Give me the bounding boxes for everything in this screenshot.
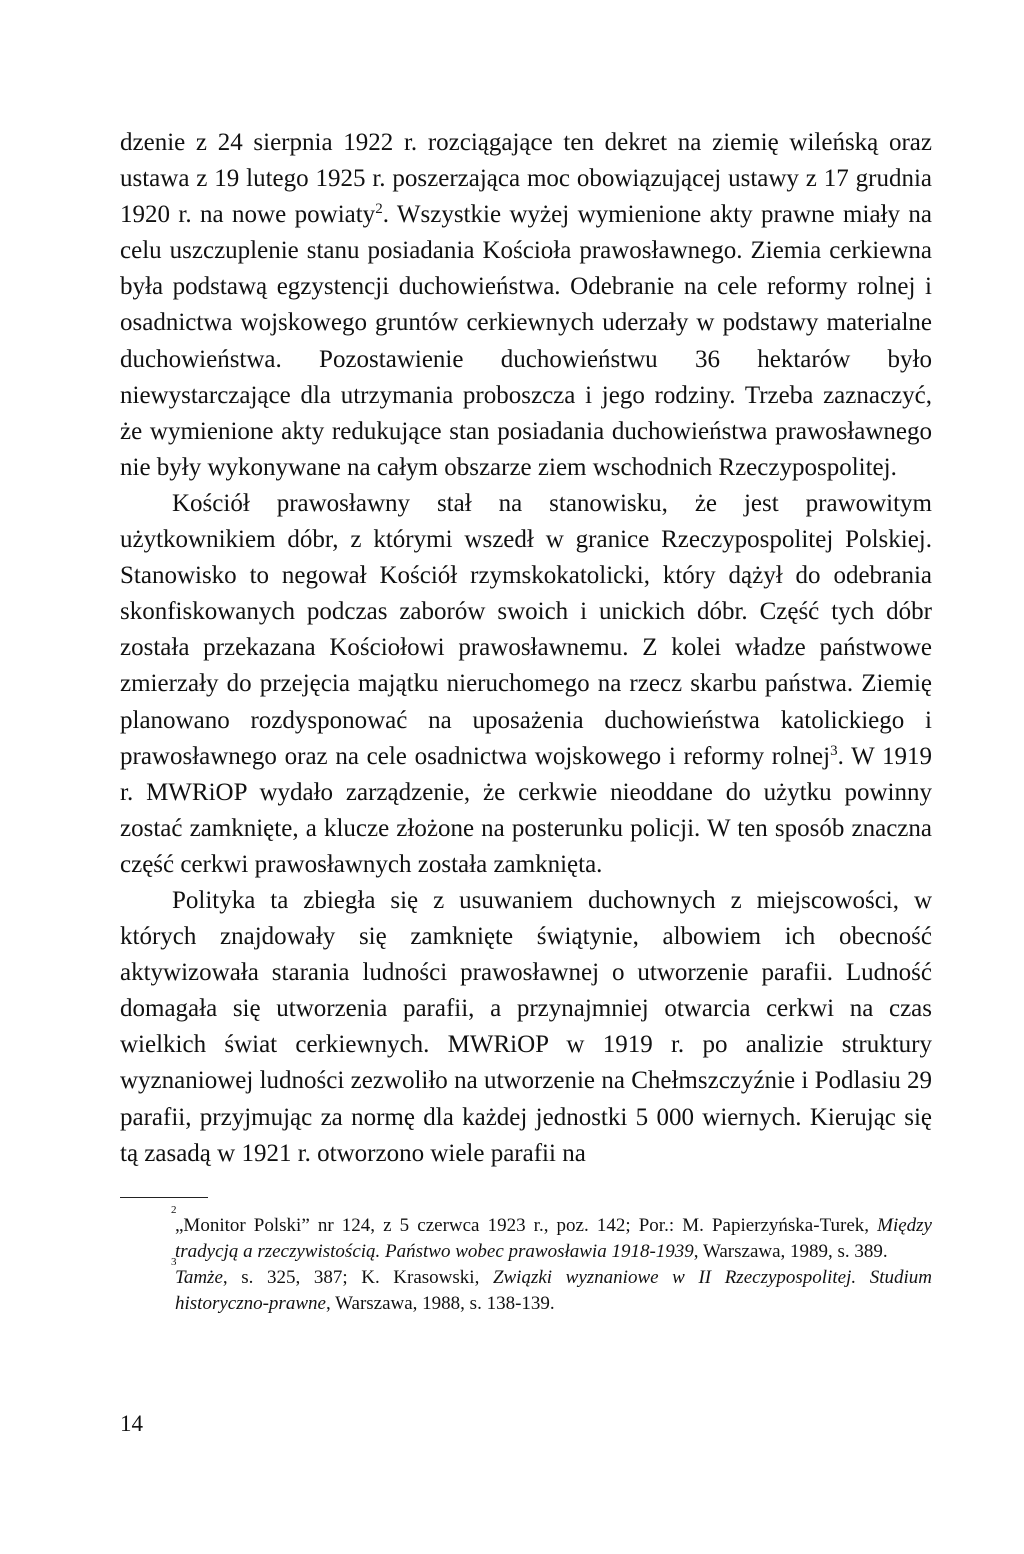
- paragraph-1-text-cont: . Wszystkie wyżej wymienione akty prawne miały na celu uszczuplenie stanu posiadania Kościoła prawosławnego. Ziemia cerkiewna była podstawą egzystencji duchowieństwa. Odebranie na cele reformy rolnej i osadnictwa wojskowego gruntów cerkiewnych uderzały w podstawy materialne duchowieństwa. Pozostawienie duchowieństwu 36 hektarów było niewystarczające dla utrzymania proboszcza i jego rodziny. Trzeba zaznaczyć, że wymienione akty redukujące stan posiadania duchowieństwa prawosławnego nie były wykonywane na całym obszarze ziem wschodnich Rzeczypospolitej.: [120, 201, 933, 481]
- paragraph-2: [120, 486, 932, 883]
- paragraph-3: Polityka ta zbiegła się z usuwaniem duchownych z miejscowości, w których znajdowały się zamknięte świątynie, albowiem ich obecność aktywizowała starania ludności prawosławnej o utworzenie parafii. Ludność domagała się utworzenia parafii, a przynajmniej otwarcia cerkwi na czas wielkich świat cerkiewnych. MWRiOP w 1919 r. po analizie struktury wyznaniowej ludności zezwoliło na utworzenie na Chełmszczyźnie i Podlasiu 29 parafii, przyjmując za normę dla każdej jednostki 5 000 wiernych. Kierując się tą zasadą w 1921 r. otworzono wiele parafii na: [120, 886, 932, 1167]
- footnote-3: [120, 1256, 932, 1317]
- footnote-ibid-italic: Tamże: [175, 1267, 223, 1288]
- footnote-title-italic: Między tradycją a rzeczywistością. Państwo wobec prawosławia 1918-1939: [175, 1215, 932, 1262]
- footnote-2: [120, 1204, 932, 1265]
- page-number: 14: [120, 1411, 143, 1436]
- footnote-text: , Warszawa, 1989, s. 389.: [693, 1241, 888, 1262]
- footnote-number: 3: [171, 1256, 177, 1268]
- paragraph-2-text: Kościół prawosławny stał na stanowisku, że jest prawowitym użytkownikiem dóbr, z którymi wszedł w granice Rzeczypospolitej Polskiej. Stanowisko to negował Kościół rzymskokatolicki, który dążył do odebrania skonfiskowanych podczas zaborów swoich i unickich dóbr. Część tych dóbr została przekazana Kościołowi prawosławnemu. Z kolei władze państwowe zmierzały do przejęcia majątku nieruchomego na rzecz skarbu państwa. Ziemię planowano rozdysponować na uposażenia duchowieństwa katolickiego i prawosławnego oraz na cele osadnictwa wojskowego i reformy rolnej: [120, 489, 932, 770]
- paragraph-1: [120, 125, 932, 486]
- footnote-ref-3[interactable]: 3: [830, 742, 838, 759]
- footnote-number: 2: [171, 1204, 177, 1216]
- paragraph-1-text: dzenie z 24 sierpnia 1922 r. rozciągające ten dekret na ziemię wileńską oraz ustawa z 19 lutego 1925 r. poszerzająca moc obowiązującej ustawy z 17 grudnia 1920 r. na nowe powiaty: [120, 129, 932, 229]
- footnote-separator: [120, 1197, 208, 1198]
- footnote-text: „Monitor Polski” nr 124, z 5 czerwca 1923 r., poz. 142; Por.: M. Papierzyńska-Turek,: [175, 1215, 878, 1236]
- paragraph-2-text-cont: . W 1919 r. MWRiOP wydało zarządzenie, że cerkwie nieoddane do użytku powinny zostać zamknięte, a klucze złożone na posterunku policji. W ten sposób znaczna część cerkwi prawosławnych została zamknięta.: [120, 742, 932, 878]
- footnotes: [120, 1204, 932, 1317]
- main-text: [120, 125, 932, 1172]
- footnote-title-italic: Związki wyznaniowe w II Rzeczypospolitej. Studium historyczno-prawne: [175, 1267, 932, 1314]
- footnote-text: , s. 325, 387; K. Krasowski,: [222, 1267, 493, 1288]
- footnote-text: , Warszawa, 1988, s. 138-139.: [325, 1293, 555, 1314]
- footnote-ref-2[interactable]: 2: [375, 201, 383, 218]
